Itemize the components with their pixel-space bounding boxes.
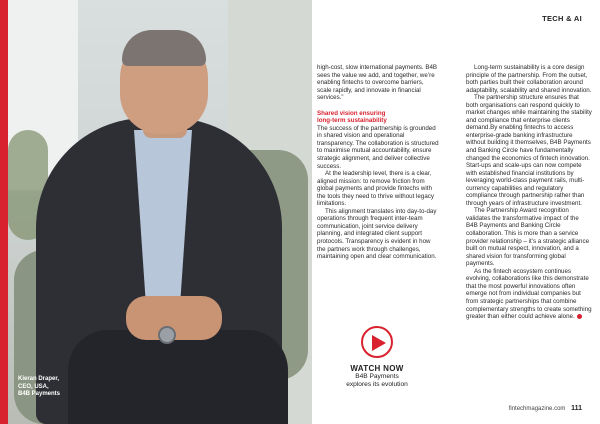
- page-number: 111: [571, 405, 582, 412]
- paragraph: The partnership structure ensures that both organisations can respond quickly to market changes while maintaining the stability and compliance that enterprise clients demand.By enabling fintechs to access enterprise-grade banking infrastructure without building it themselves, B4B Payments and Banking Circle have fundamentally changed the economics of fintech innovation. Start-ups and scale-ups can now compete with established financial institutions by leveraging world-class payment rails, multi-currency capabilities and regulatory compliance through partnership rather than through years of infrastructure investment.: [466, 94, 592, 207]
- watch-now-title: WATCH NOW: [350, 364, 404, 373]
- caption-line: B4B Payments: [18, 391, 61, 397]
- caption-line: CEO, USA,: [18, 383, 49, 390]
- accent-bar: [0, 0, 8, 424]
- page-footer: [509, 405, 582, 412]
- photo-watch: [158, 326, 176, 344]
- photo-caption: [18, 376, 60, 399]
- paragraph: [466, 268, 592, 321]
- paragraph: Long-term sustainability is a core design principle of the partnership. From the outset, both parties built their collaboration around adaptability, scalability and shared innovation.: [466, 64, 592, 94]
- photo-legs: [68, 330, 288, 424]
- section-label: TECH & AI: [542, 14, 582, 23]
- end-mark-icon: [577, 314, 582, 319]
- subheading-line: long-term sustainability: [317, 117, 387, 125]
- paragraph: The Partnership Award recognition validates the transformative impact of the B4B Payments and Banking Circle collaboration. This is more than a service provider relationship – it’s a strategic alliance built on mutual respect, innovation, and a shared vision for transforming global payments.: [466, 207, 590, 268]
- subheading-line: Shared vision ensuring: [317, 109, 386, 117]
- paragraph: high-cost, slow international payments. B4B sees the value we add, and together, we’re enabling fintechs to overcome barriers, scale rapidly, and innovate in financial services.”: [317, 64, 438, 102]
- play-button[interactable]: [361, 326, 393, 358]
- play-icon: [372, 335, 386, 351]
- portrait-photo: [8, 0, 312, 424]
- caption-line: Kieran Draper,: [18, 376, 60, 382]
- watch-now-subtitle-line: B4B Payments: [355, 373, 399, 380]
- watch-now-promo[interactable]: [322, 326, 432, 389]
- paragraph: The success of the partnership is grounded in shared vision and operational transparency. The collaboration is structured to maximise mutual accountability, ensure strategic alignment, and deliver collective success.: [317, 124, 439, 170]
- watch-now-subtitle-line: explores its evolution: [346, 381, 408, 388]
- subheading: [317, 110, 439, 125]
- paragraph: This alignment translates into day-to-day operations through frequent inter-team communication, joint service delivery planning, and integrated client support protocols. Transparency is evident in how the partners work through challenges, maintaining open and clear communication.: [317, 207, 437, 261]
- paragraph: At the leadership level, there is a clear, aligned mission: to remove friction from global payments and provide fintechs with the tools they need to thrive without legacy limitations.: [317, 170, 434, 208]
- photo-hair: [122, 30, 206, 66]
- article-column-1: [317, 64, 439, 261]
- paragraph-text: As the fintech ecosystem continues evolving, collaborations like this demonstrate that the most powerful innovations often emerge not from individual companies but from strategic partnerships that combine complementary strengths to create something greater than either could achieve alone.: [466, 267, 592, 321]
- site-url: fintechmagazine.com: [508, 406, 566, 412]
- article-column-2: [466, 64, 592, 321]
